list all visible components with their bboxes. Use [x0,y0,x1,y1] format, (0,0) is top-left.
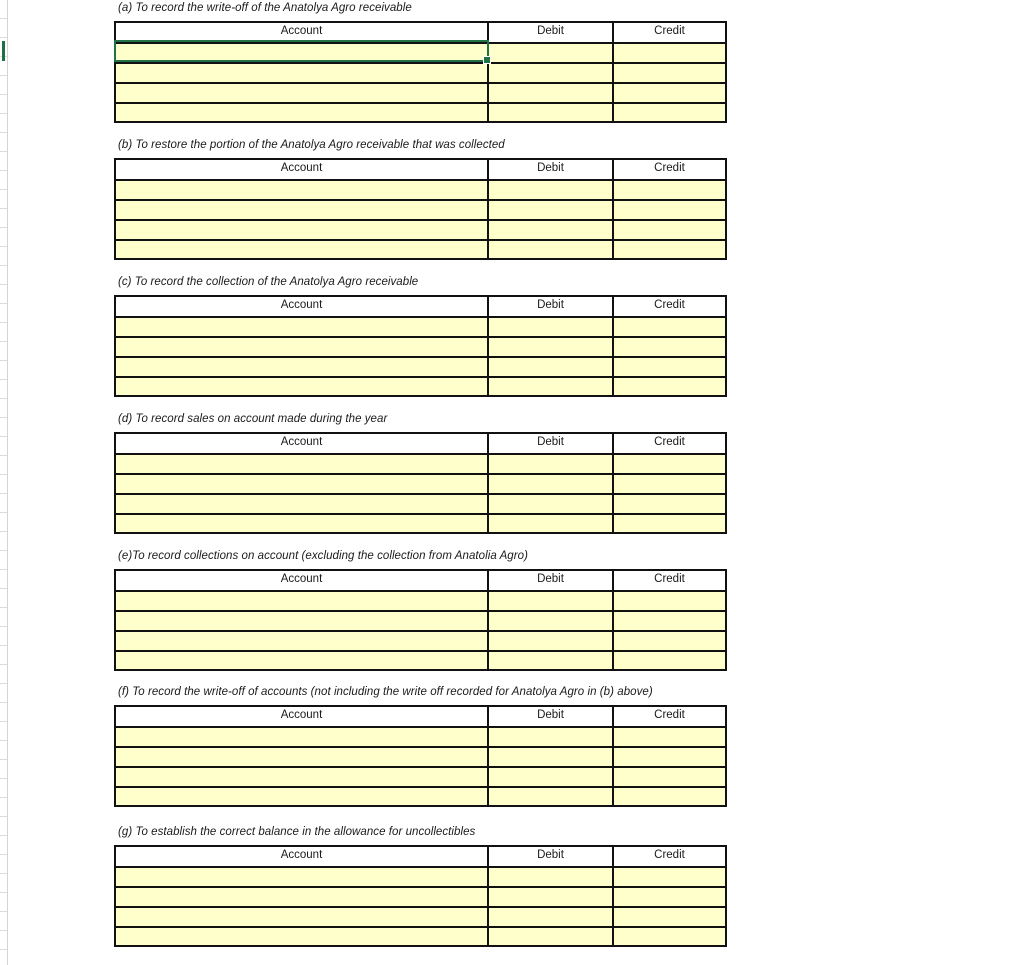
debit-cell[interactable] [489,728,614,746]
debit-cell[interactable] [489,475,614,493]
table-row [116,515,725,532]
account-cell[interactable] [116,632,489,650]
credit-cell[interactable] [614,475,725,493]
table-row [116,728,725,748]
account-cell[interactable] [116,868,489,886]
credit-cell[interactable] [614,221,725,239]
credit-column-header: Credit [654,299,685,311]
account-cell[interactable] [116,181,489,199]
account-column-header: Account [116,160,489,179]
debit-cell[interactable] [489,84,614,102]
debit-column-header: Debit [489,297,614,316]
credit-column-header: Credit [654,162,685,174]
table-row [116,455,725,475]
account-column-header: Account [116,847,489,866]
account-cell[interactable] [116,201,489,219]
section-caption: (a) To record the write-off of the Anatolya Agro receivable [118,2,412,14]
table-row [116,104,725,121]
account-cell[interactable] [116,515,489,532]
credit-cell[interactable] [614,318,725,336]
debit-cell[interactable] [489,318,614,336]
table-row [116,928,725,945]
journal-table [114,295,727,397]
table-row [116,768,725,788]
debit-cell[interactable] [489,201,614,219]
table-header [116,434,725,455]
debit-cell[interactable] [489,908,614,926]
debit-cell[interactable] [489,592,614,610]
credit-column-header: Credit [654,573,685,585]
debit-cell[interactable] [489,181,614,199]
section-caption: (c) To record the collection of the Anatolya Agro receivable [118,276,419,288]
account-cell[interactable] [116,318,489,336]
table-row [116,358,725,378]
account-cell[interactable] [116,748,489,766]
section-caption: (f) To record the write-off of accounts (not including the write off recorded for Anatolya Agro in (b) above) [118,686,653,698]
journal-table [114,569,727,671]
table-row [116,632,725,652]
debit-cell[interactable] [489,338,614,356]
account-column-header: Account [116,23,489,42]
account-cell[interactable] [116,84,489,102]
debit-cell[interactable] [489,515,614,532]
account-column-header: Account [116,707,489,726]
credit-cell[interactable] [614,868,725,886]
table-row [116,475,725,495]
credit-cell[interactable] [614,378,725,395]
debit-cell[interactable] [489,652,614,669]
debit-cell[interactable] [489,378,614,395]
credit-cell[interactable] [614,201,725,219]
table-row [116,44,725,64]
account-cell[interactable] [116,888,489,906]
table-row [116,201,725,221]
credit-cell[interactable] [614,515,725,532]
credit-cell[interactable] [614,495,725,513]
credit-column-header: Credit [654,709,685,721]
debit-cell[interactable] [489,104,614,121]
credit-cell[interactable] [614,44,725,62]
credit-cell[interactable] [614,748,725,766]
account-cell[interactable] [116,455,489,473]
debit-cell[interactable] [489,221,614,239]
table-row [116,592,725,612]
credit-cell[interactable] [614,888,725,906]
debit-cell[interactable] [489,495,614,513]
account-cell[interactable] [116,338,489,356]
debit-cell[interactable] [489,768,614,786]
journal-table [114,158,727,260]
section-caption: (e)To record collections on account (excluding the collection from Anatolia Agro) [118,550,528,562]
table-row [116,888,725,908]
account-cell[interactable] [116,64,489,82]
table-header [116,571,725,592]
credit-cell[interactable] [614,928,725,945]
credit-cell[interactable] [614,592,725,610]
account-cell[interactable] [116,475,489,493]
credit-cell[interactable] [614,788,725,805]
section-caption: (g) To establish the correct balance in the allowance for uncollectibles [118,826,476,838]
account-column-header: Account [116,434,489,453]
debit-column-header: Debit [489,571,614,590]
row-header-gutter [0,0,8,965]
account-cell[interactable] [116,908,489,926]
debit-cell[interactable] [489,632,614,650]
account-column-header: Account [116,297,489,316]
table-row [116,181,725,201]
table-row [116,221,725,241]
debit-cell[interactable] [489,868,614,886]
active-row-marker [2,41,5,61]
table-row [116,495,725,515]
debit-column-header: Debit [489,707,614,726]
account-cell[interactable] [116,241,489,258]
debit-cell[interactable] [489,788,614,805]
credit-cell[interactable] [614,908,725,926]
account-cell[interactable] [116,104,489,121]
account-cell[interactable] [116,788,489,805]
account-cell[interactable] [116,728,489,746]
table-row [116,338,725,358]
credit-cell[interactable] [614,358,725,376]
credit-cell[interactable] [614,652,725,669]
debit-cell[interactable] [489,888,614,906]
credit-cell[interactable] [614,455,725,473]
credit-cell[interactable] [614,104,725,121]
account-cell[interactable] [116,44,489,62]
credit-cell[interactable] [614,768,725,786]
account-column-header: Account [116,571,489,590]
table-header [116,847,725,868]
credit-cell[interactable] [614,632,725,650]
journal-table [114,21,727,123]
account-cell[interactable] [116,495,489,513]
debit-column-header: Debit [489,23,614,42]
account-cell[interactable] [116,612,489,630]
debit-cell[interactable] [489,748,614,766]
table-header [116,297,725,318]
debit-cell[interactable] [489,241,614,258]
table-row [116,241,725,258]
debit-cell[interactable] [489,64,614,82]
account-cell[interactable] [116,768,489,786]
credit-cell[interactable] [614,64,725,82]
table-header [116,707,725,728]
credit-column-header: Credit [654,436,685,448]
section-caption: (b) To restore the portion of the Anatolya Agro receivable that was collected [118,139,505,151]
account-cell[interactable] [116,928,489,945]
table-row [116,868,725,888]
debit-column-header: Debit [489,847,614,866]
debit-cell[interactable] [489,358,614,376]
debit-column-header: Debit [489,434,614,453]
table-row [116,908,725,928]
account-cell[interactable] [116,378,489,395]
table-row [116,652,725,669]
account-cell[interactable] [116,592,489,610]
section-caption: (d) To record sales on account made during the year [118,413,388,425]
table-header [116,23,725,44]
credit-cell[interactable] [614,181,725,199]
debit-cell[interactable] [489,455,614,473]
journal-table [114,705,727,807]
journal-table [114,845,727,947]
debit-column-header: Debit [489,160,614,179]
account-cell[interactable] [116,221,489,239]
table-row [116,64,725,84]
credit-cell[interactable] [614,241,725,258]
table-row [116,318,725,338]
table-row [116,378,725,395]
credit-cell[interactable] [614,728,725,746]
table-header [116,160,725,181]
credit-cell[interactable] [614,612,725,630]
debit-cell[interactable] [489,612,614,630]
journal-table [114,432,727,534]
table-row [116,748,725,768]
credit-column-header: Credit [654,849,685,861]
table-row [116,612,725,632]
table-row [116,788,725,805]
debit-cell[interactable] [489,44,614,62]
debit-cell[interactable] [489,928,614,945]
credit-column-header: Credit [654,25,685,37]
account-cell[interactable] [116,652,489,669]
credit-cell[interactable] [614,338,725,356]
credit-cell[interactable] [614,84,725,102]
account-cell[interactable] [116,358,489,376]
table-row [116,84,725,104]
